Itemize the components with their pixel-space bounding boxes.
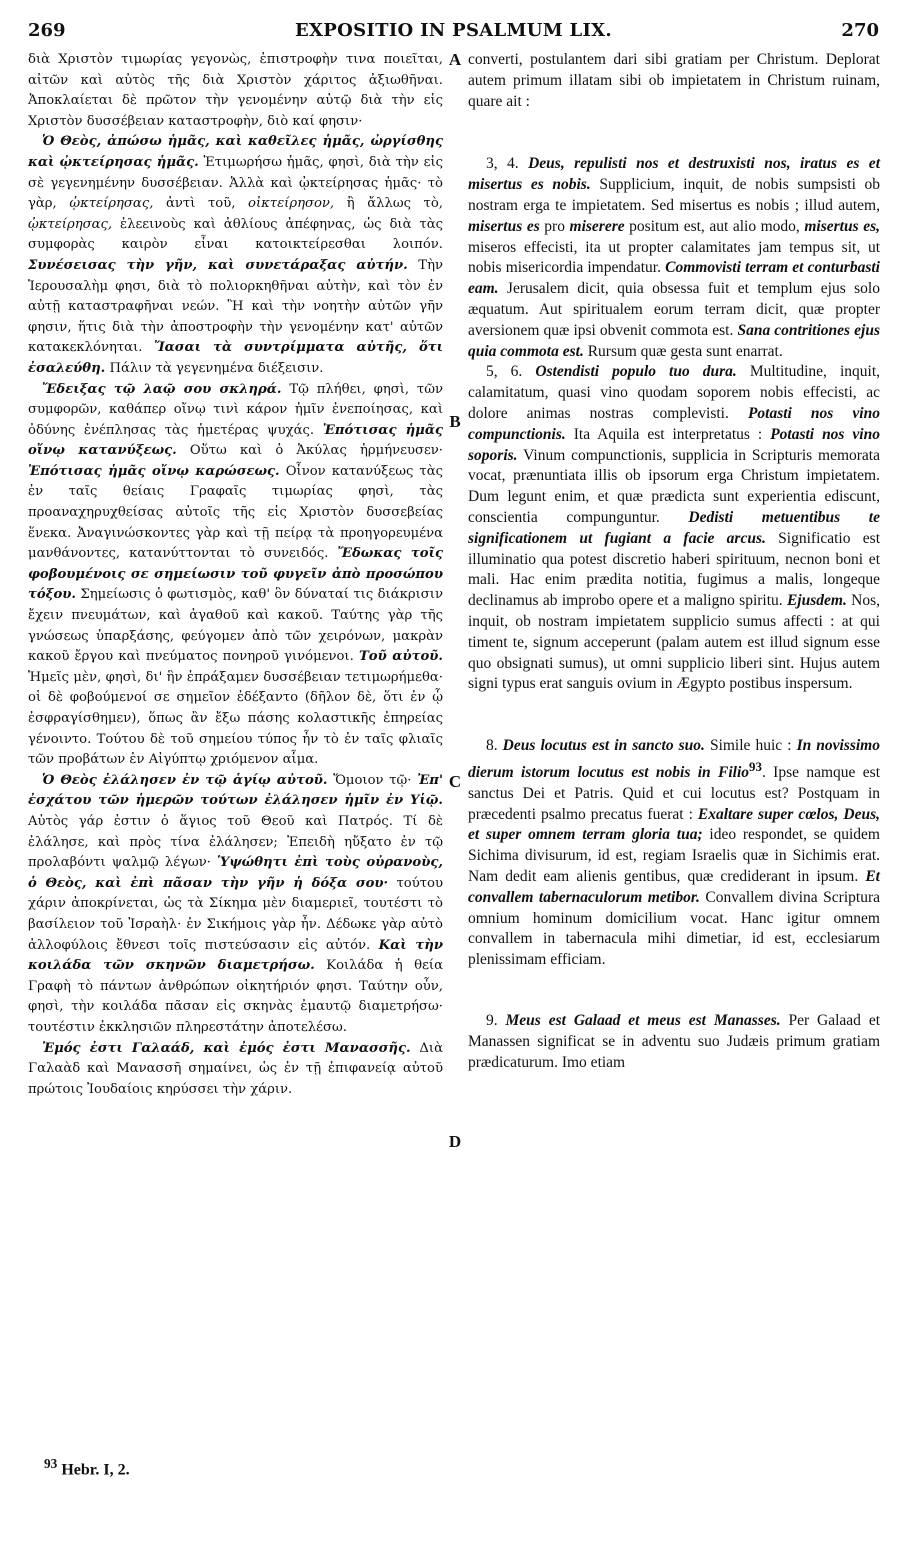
greek-text: Οἶνον κατανύξεως τὰς ἐν ταῖς θείαις Γραφαῖς τιμωρίας φησὶ, τὰς προαναχηρυχθείσας αὐτοῖς τῆς εἰς Χριστὸν δυσσεβείας ἕνεκα. Ἀναγινώσκοντες γὰρ καὶ τῇ πείρᾳ τὰ προηγορευμένα μανθάνοντες, κατανύττονται τὸ συνειδός. (28, 463, 443, 562)
latin-paragraph (468, 736, 880, 971)
greek-lemma: Καὶ τὴν κοιλάδα τῶν σκηνῶν διαμετρήσω. (28, 937, 443, 974)
latin-text: Convallem divina Scriptura omnium hominum domicilium vocat. Hanc igitur omnem convallem in tabernacula mihi dimetiar, id est, ecclesiarum plenissimam efficiam. (468, 888, 880, 969)
greek-text: ἐλεεινοὺς καὶ ἀθλίους ἀπέφηνας, ὡς διὰ τὰς συμφορὰς καιρὸν εἶναι κατοικτείρεσθαι λοιπόν. (28, 216, 443, 253)
greek-text: τούτου χάριν ἀποκρίνεται, ὡς τὰ Σίκημα μὲν διαμεριεῖ, τουτέστι τὸ βασίλειον τοῦ Ἰσραὴλ· ἐν Σικήμοις γὰρ ἦν. Δέδωκε γὰρ αὐτὸ ἀλλοφύλοις ἔθνεσι τοῖς πιστεύσασιν εἰς αὐτόν. (28, 875, 444, 953)
greek-lemma: Συνέσεισας τὴν γῆν, καὶ συνετάραξας αὐτήν. (28, 257, 408, 273)
latin-text: Per Galaad et Manassen significat se in adventu suo Judæis primum gratiam prædicaturum. Imo etiam (468, 1012, 880, 1071)
greek-paragraph (28, 50, 443, 132)
latin-text: . Ipse namque est sanctus Dei et Patris. Quid et cui locutus est? Postquam in præcedenti psalmo precatus fuerat : (468, 764, 880, 823)
greek-text: Κοιλάδα ἡ θεία Γραφὴ τὸ πάντων ἀνθρώπων οἰκητήριόν φησι. Ταύτην οὖν, φησὶ, τὴν κοιλάδα πᾶσαν εἰς σκηνὰς ἐμαυτῷ διαμετρήσω· τουτέστιν ἐκκλησιῶν πληρεστάτην ἀποτελέσω. (28, 958, 443, 1035)
greek-text: ἢ ἄλλως τὸ, (334, 196, 443, 212)
latin-lemma: Meus est Galaad et meus est Manasses. (505, 1012, 781, 1030)
greek-lemma: Ἐπότισας ἡμᾶς οἴνῳ κατανύξεως. (28, 422, 443, 459)
page-number-right: 270 (841, 20, 879, 41)
latin-text: Multitudine, inquit, calamitatum, quasi vino quodam soporem nobis effecisti, ac dolore animas nostras complevisti. (468, 363, 880, 422)
latin-lemma: Ostendisti populo tuo dura. (535, 363, 737, 381)
verse-number: 9. (486, 1012, 506, 1030)
latin-text: positum est, aut alio modo, (624, 217, 805, 235)
greek-text: Αὐτὸς γάρ ἐστιν ὁ ἅγιος τοῦ Θεοῦ καὶ Πατρός. Τί δὲ ἐλάλησε, καὶ πρὸς τίνα ἐλάλησεν; Ἐπειδὴ ηὔξατο ἐν τῷ προλαβόντι ψαλμῷ λέγων· (28, 813, 443, 871)
running-header (28, 20, 879, 46)
greek-lemma: Ἔδειξας τῷ λαῷ σου σκληρά. (42, 381, 282, 397)
footnote-number: 93 (44, 1456, 58, 1471)
latin-lemma: Exaltare super cœlos, Deus, et super omnem terram gloria tua; (468, 805, 880, 844)
greek-text: Σημείωσις ὁ φωτισμὸς, καθ' ὃν δύναταί τις διάκρισιν ἔχειν πνευμάτων, καὶ ἀγαθοῦ καὶ κακοῦ. Ταύτης γὰρ τῆς γνώσεως ὑπαρξάσης, φεύγομεν ἀπὸ τῶν χειρόνων, μακρὰν κακοῦ ἔργου καὶ πνεύματος πονηροῦ γινόμενοι. (28, 587, 443, 665)
latin-text: Ita Aquila est interpretatus : (565, 425, 771, 443)
greek-text: Τὴν Ἱερουσαλὴμ φησι, διὰ τὸ πολιορκηθῆναι αὐτὴν, καὶ τὸν ἐν αὐτῇ καταστραφῆναι νεών. Ἢ καὶ τὴν νοητὴν αὐτῶν γῆν φησιν, ἥτις διὰ τὴν ἀποστροφὴν τὴν γενομένην κατ' αὐτῶν κατακεκλόνηται. (28, 257, 443, 356)
latin-paragraph (468, 154, 880, 362)
latin-lemma: Commovisti terram et conturbasti eam. (468, 259, 880, 298)
verse-number: 8. (486, 737, 503, 755)
greek-text: Ὅμοιον τῷ· (327, 772, 418, 788)
latin-text: Vinum compunctionis, supplicia in Scripturis memorata vocat, prænuntiata illis ob ipsorum erga Christum impietatem. Dum legunt enim, et quæ prædicta sunt experientia ediscunt, conscientia compunguntur. (468, 446, 880, 526)
paragraph-gap (468, 695, 880, 736)
footnote (44, 1456, 130, 1479)
greek-text: Διὰ Γαλαὰδ καὶ Μανασσῆ σημαίνει, ὡς ἐν τῇ ἐπιφανείᾳ αὐτοῦ πρώτοις Ἰουδαίοις κηρύσσει τὴν χάριν. (28, 1040, 443, 1097)
margin-marker-a: A (448, 50, 462, 69)
greek-lemma: Τοῦ αὐτοῦ. (358, 649, 444, 665)
latin-lemma: In novissimo dierum istorum locutus est nobis in Filio (468, 737, 880, 782)
latin-text: Rursum quæ gesta sunt enarrat. (583, 342, 783, 360)
greek-text: ἀντὶ τοῦ, (153, 196, 249, 212)
greek-lemma: Ὁ Θεὸς, ἀπώσω ἡμᾶς, καὶ καθεῖλες ἡμᾶς, ὠργίσθης καὶ ᾠκτείρησας ἡμᾶς. (28, 134, 443, 170)
latin-lemma: Ejusdem. (786, 592, 847, 610)
latin-word: misertus es, (804, 217, 880, 235)
greek-lemma: Ὑψώθητι ἐπὶ τοὺς οὐρανοὺς, ὁ Θεὸς, καὶ ἐπὶ πᾶσαν τὴν γῆν ἡ δόξα σου· (28, 855, 443, 891)
latin-column (468, 50, 880, 1073)
paragraph-gap (468, 112, 880, 154)
latin-text: pro (539, 217, 570, 235)
latin-lemma: Deus locutus est in sancto suo. (502, 737, 705, 755)
latin-lemma: Potasti nos vino compunctionis. (468, 404, 880, 443)
page-number-left: 269 (28, 20, 66, 41)
latin-lemma: Sana contritiones ejus quia commota est. (468, 321, 880, 360)
running-title: EXPOSITIO IN PSALMUM LIX. (295, 20, 612, 41)
latin-text: Nos, inquit, ob nostram impietatem supplicio sumus affecti : at qui timent te, signum acceperunt (palam autem est illud signum esse quo obsignati sumus), ut omni supplicio liberi sint. Hujus autem signi typus erat sanguis ovium in Ægypto postibus inspersum. (468, 592, 880, 693)
margin-marker-b: B (449, 412, 461, 431)
latin-lemma: Potasti nos vino soporis. (468, 425, 880, 464)
greek-text: Ἐτιμωρήσω ἡμᾶς, φησὶ, διὰ τὴν εἰς σὲ γεγενημένην δυσσέβειαν. Ἀλλὰ καὶ ᾠκτείρησας ἡμᾶς· τὸ γὰρ, (28, 154, 443, 212)
latin-text: Jerusalem dicit, quia obsessa fuit et templum ejus solo æquatum. Aut spiritualem eorum terram dicit, quæ propter aversionem quæ ipsi obvenit commota est. (468, 280, 880, 339)
latin-paragraph (468, 362, 880, 695)
verse-number: 5, 6. (486, 363, 536, 381)
greek-paragraph (28, 132, 443, 379)
verse-number: 3, 4. (486, 155, 529, 173)
latin-paragraph (468, 1011, 880, 1073)
greek-lemma: Ὁ Θεὸς ἐλάλησεν ἐν τῷ ἁγίῳ αὐτοῦ. (42, 772, 328, 788)
paragraph-gap (468, 971, 880, 1011)
footnote-reference: 93 (749, 758, 762, 774)
greek-lemma: Ἴασαι τὰ συντρίμματα αὐτῆς, ὅτι ἐσαλεύθη. (28, 340, 443, 376)
greek-column (28, 50, 443, 1100)
greek-text: Οὕτω καὶ ὁ Ἀκύλας ἡρμήνευσεν· (176, 443, 444, 459)
latin-text: miseros effecisti, ita ut propter calamitates jam tempus sit, ut nobis misericordia impendatur. (468, 238, 880, 277)
greek-text: Ἡμεῖς μὲν, φησὶ, δι' ἣν ἐπράξαμεν δυσσέβειαν τετιμωρήμεθα· οἱ δὲ φοβούμενοί σε σημεῖον ἐδέξαντο (δῆλον δὲ, ὅτι ἐν ᾧ ἐσφραγίσθημεν), ὅπως ἂν ἔξω πάσης κολαστικῆς ἐπηρείας γένοιντο. Τούτου δὲ τοῦ σημείου τύπος ἦν τὸ ἐν ταῖς φλιαῖς τῶν προβάτων ἐν Αἰγύπτῳ χριόμενον αἷμα. (28, 669, 443, 768)
latin-text: Simile huic : (704, 737, 797, 755)
greek-text: διὰ Χριστὸν τιμωρίας γεγονὼς, ἐπιστροφὴν τινα ποιεῖται, αἰτῶν καὶ αὐτὸς τῆς διὰ Χριστὸν χάριτος ἀξιωθῆναι. Ἀποκλαίεται δὲ πρῶτον τὴν γενομένην αὐτῷ διὰ τὴν εἰς Χριστὸν δυσσέβειαν καταστροφὴν, διὸ καί φησιν· (28, 52, 443, 129)
latin-text: Significatio est illuminatio qua potest discretio haberi spirituum, necnon boni et mali. Hac enim prædita notitia, fugimus a malis, longeque declinamus ab improbo opere et a maligno spiritu. (468, 529, 881, 610)
latin-word: misertus es (468, 217, 540, 235)
greek-word: ᾠκτείρησας, (28, 216, 113, 232)
latin-word: miserere (569, 217, 625, 235)
greek-lemma: Ἐπότισας ἡμᾶς οἴνῳ καρώσεως. (28, 463, 280, 479)
margin-marker-c: C (448, 772, 462, 791)
greek-lemma: Ἐμός ἐστι Γαλαάδ, καὶ ἐμός ἐστι Μανασσῆς. (42, 1040, 411, 1056)
greek-lemma: Ἐπ' ἐσχάτου τῶν ἡμερῶν τούτων ἐλάλησεν ἡμῖν ἐν Υἱῷ. (28, 772, 443, 809)
greek-paragraph (28, 771, 443, 1039)
greek-text: Πάλιν τὰ γεγενημένα διέξεισιν. (105, 360, 324, 376)
footnote-text: Hebr. I, 2. (57, 1461, 130, 1479)
latin-paragraph (468, 50, 880, 112)
margin-marker-d: D (448, 1132, 462, 1151)
greek-paragraph (28, 1039, 443, 1101)
latin-text: Supplicium, inquit, de nobis sumpsisti ob nostram erga te impietatem. Sed misertus es nobis ; illud autem, (468, 176, 881, 214)
latin-text: ideo respondet, se quidem Sichima divisurum, id est, regiam Israelis quæ in Sichimis erat. Nam dedit eam alienis gentibus, quæ crediderant in ipsum. (468, 826, 880, 886)
latin-lemma: Et convallem tabernaculorum metibor. (468, 868, 880, 906)
latin-text: converti, postulantem dari sibi gratiam per Christum. Deplorat autem primum illatam sibi ob impietatem in Christum ruinam, quare ait : (468, 51, 880, 110)
latin-lemma: Dedisti metuentibus te significationem ut fugiant a facie arcus. (468, 508, 880, 547)
greek-lemma: Ἔδωκας τοῖς φοβουμένοις σε σημείωσιν τοῦ φυγεῖν ἀπὸ προσώπου τόξου. (28, 546, 443, 603)
greek-paragraph (28, 380, 443, 771)
greek-text: Τῷ πλήθει, φησὶ, τῶν συμφορῶν, καθάπερ οἴνῳ τινὶ κάρον ἡμῖν ἐνεποίησας, καὶ ὀδύνης ἐνέπλησας τὰς ἡμετέρας ψυχάς. (28, 381, 443, 438)
latin-lemma: Deus, repulisti nos et destruxisti nos, iratus es et misertus es nobis. (468, 155, 880, 194)
greek-word: ᾠκτείρησας, (69, 196, 154, 212)
greek-word: οἰκτείρησον, (248, 196, 335, 212)
